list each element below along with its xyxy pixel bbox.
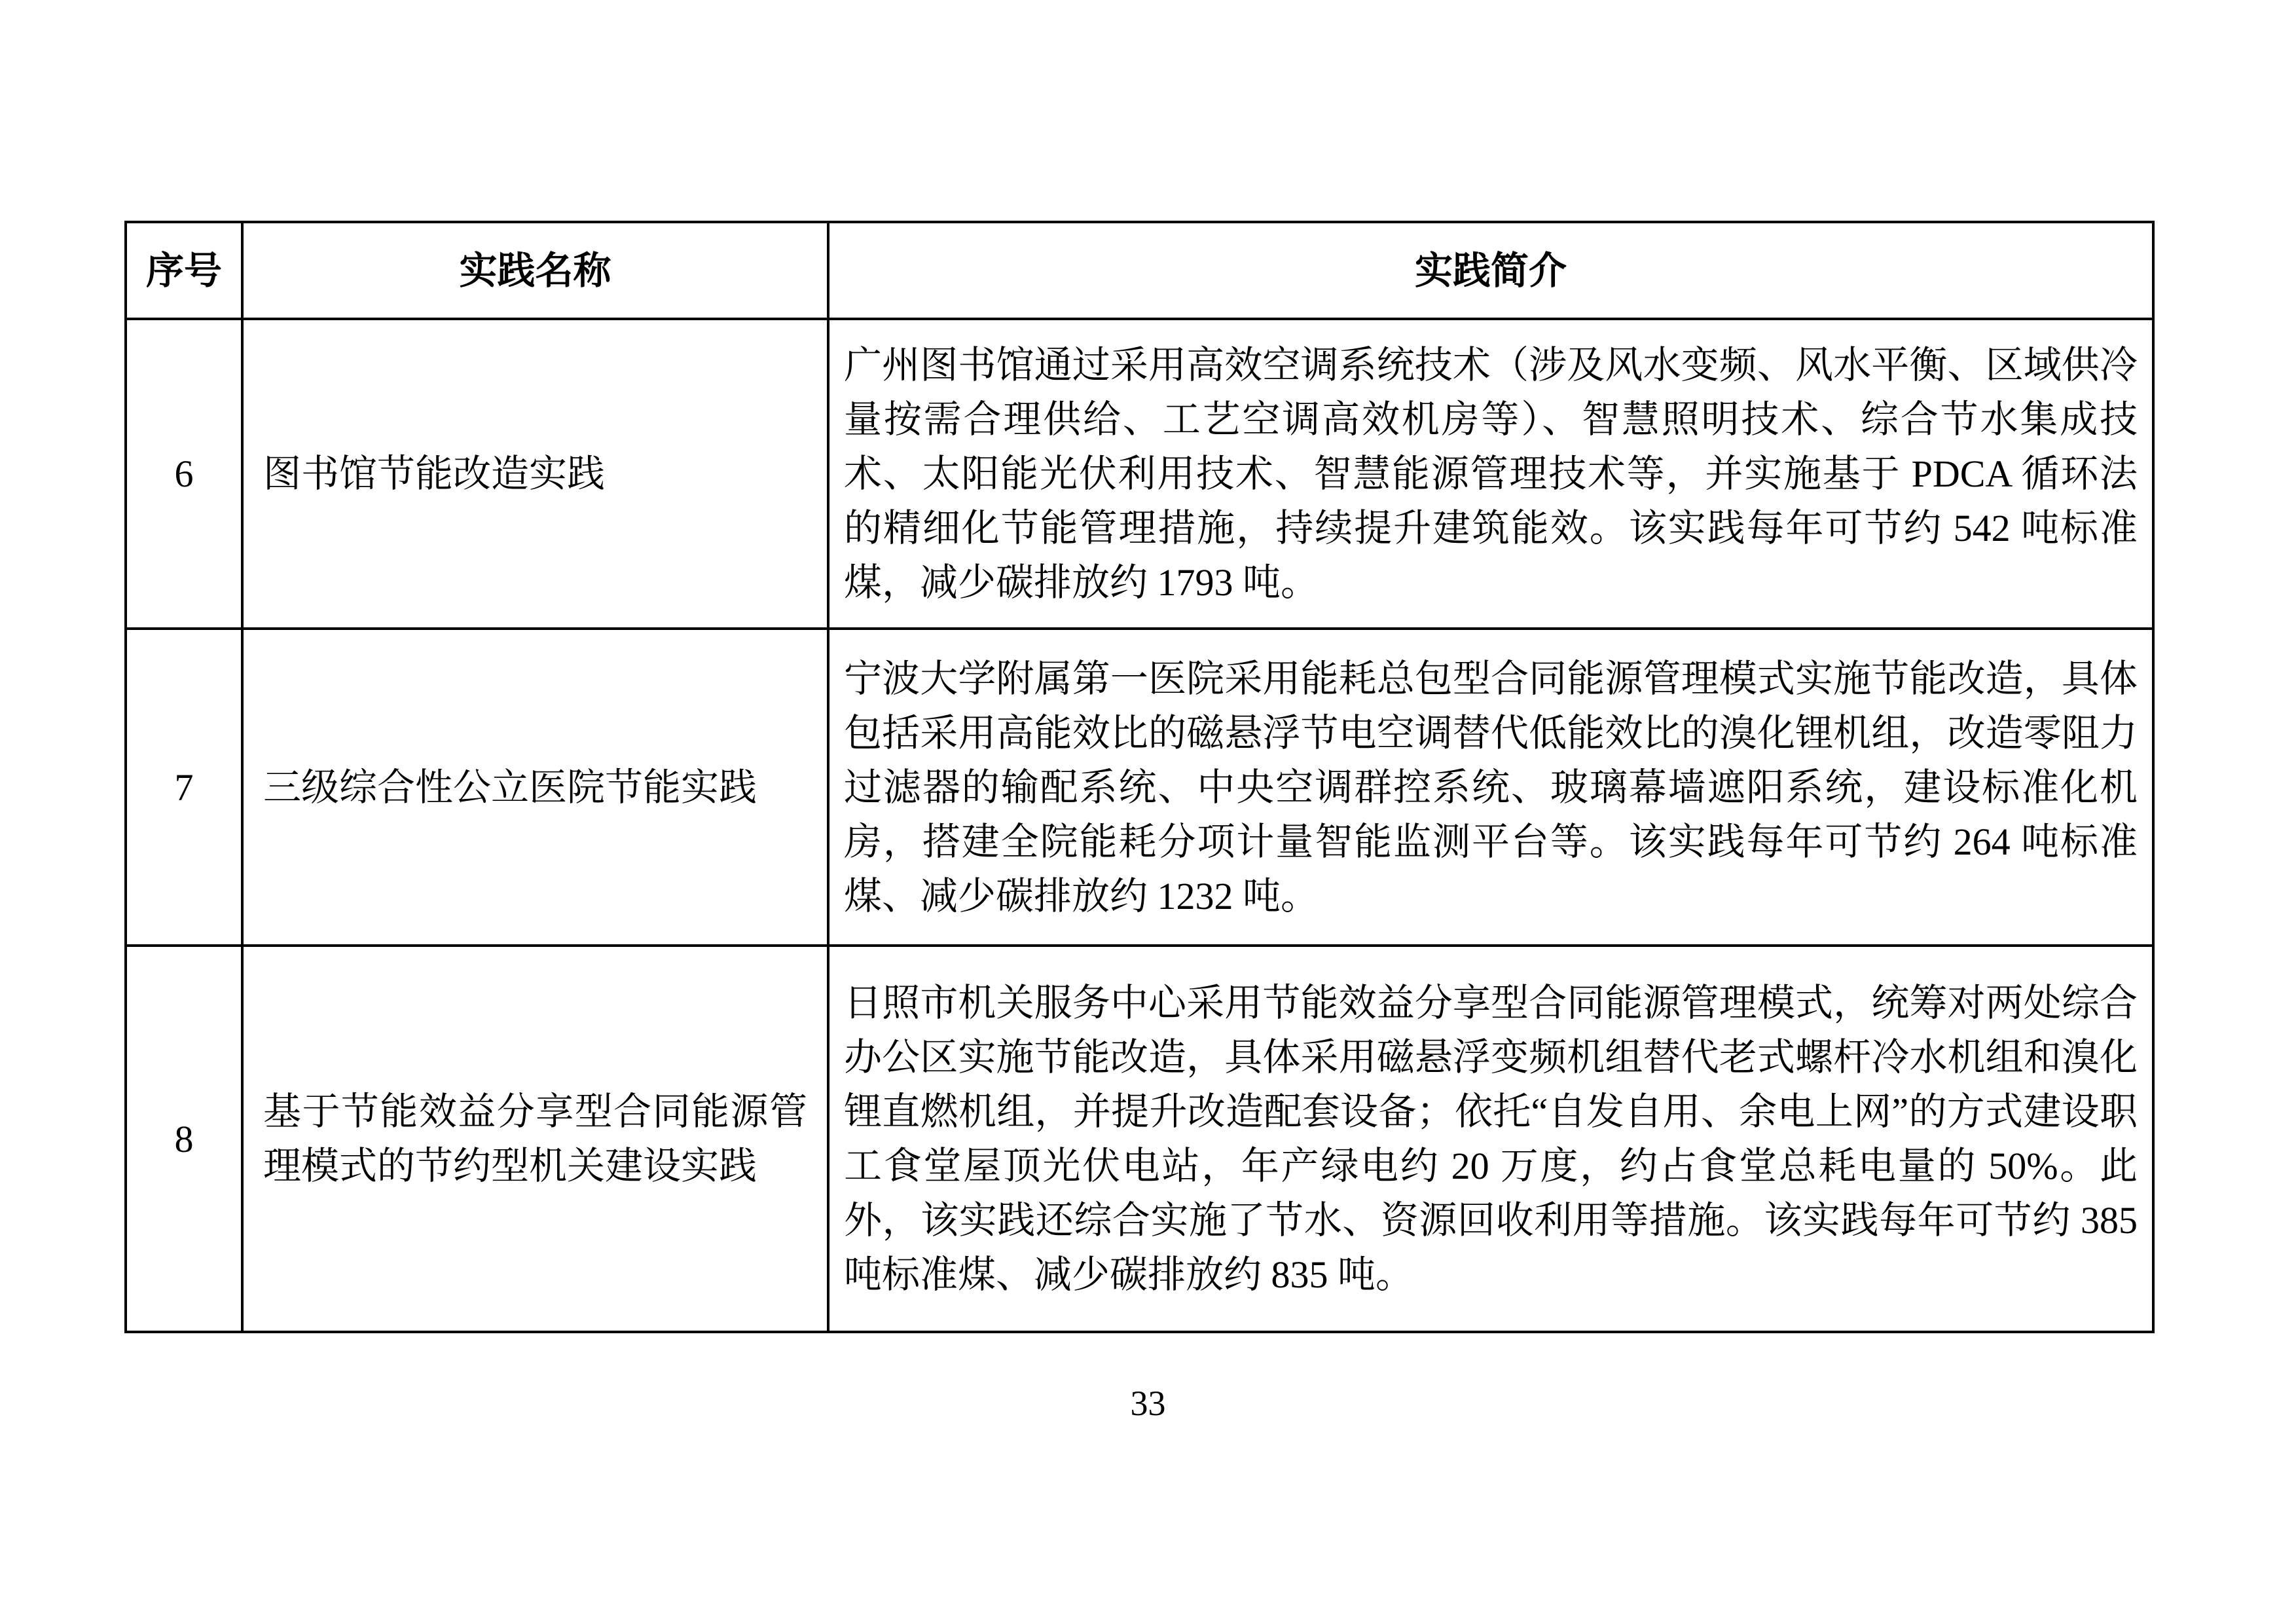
header-index: 序号 — [126, 222, 242, 319]
header-practice-name: 实践名称 — [242, 222, 828, 319]
row-index: 6 — [126, 319, 242, 629]
practice-name: 三级综合性公立医院节能实践 — [242, 629, 828, 946]
header-practice-intro: 实践简介 — [828, 222, 2153, 319]
table-row — [126, 319, 2153, 629]
table-row — [126, 629, 2153, 946]
practice-name: 基于节能效益分享型合同能源管理模式的节约型机关建设实践 — [242, 946, 828, 1332]
table-header-row — [126, 222, 2153, 319]
practice-intro: 宁波大学附属第一医院采用能耗总包型合同能源管理模式实施节能改造，具体包括采用高能效比的磁悬浮节电空调替代低能效比的溴化锂机组，改造零阻力过滤器的输配系统、中央空调群控系统、玻璃幕墙遮阳系统，建设标准化机房，搭建全院能耗分项计量智能监测平台等。该实践每年可节约 264 吨标准煤、减少碳排放约 1232 吨。 — [828, 629, 2153, 946]
practice-table — [124, 221, 2155, 1333]
practice-intro: 广州图书馆通过采用高效空调系统技术（涉及风水变频、风水平衡、区域供冷量按需合理供给、工艺空调高效机房等）、智慧照明技术、综合节水集成技术、太阳能光伏利用技术、智慧能源管理技术等，并实施基于 PDCA 循环法的精细化节能管理措施，持续提升建筑能效。该实践每年可节约 542 吨标准煤，减少碳排放约 1793 吨。 — [828, 319, 2153, 629]
row-index: 7 — [126, 629, 242, 946]
row-index: 8 — [126, 946, 242, 1332]
page-number: 33 — [1130, 1384, 1166, 1423]
practice-name: 图书馆节能改造实践 — [242, 319, 828, 629]
practice-intro: 日照市机关服务中心采用节能效益分享型合同能源管理模式，统筹对两处综合办公区实施节能改造，具体采用磁悬浮变频机组替代老式螺杆冷水机组和溴化锂直燃机组，并提升改造配套设备；依托“自发自用、余电上网”的方式建设职工食堂屋顶光伏电站，年产绿电约 20 万度，约占食堂总耗电量的 50%。此外，该实践还综合实施了节水、资源回收利用等措施。该实践每年可节约 385 吨标准煤、减少碳排放约 835 吨。 — [828, 946, 2153, 1332]
table-row — [126, 946, 2153, 1332]
